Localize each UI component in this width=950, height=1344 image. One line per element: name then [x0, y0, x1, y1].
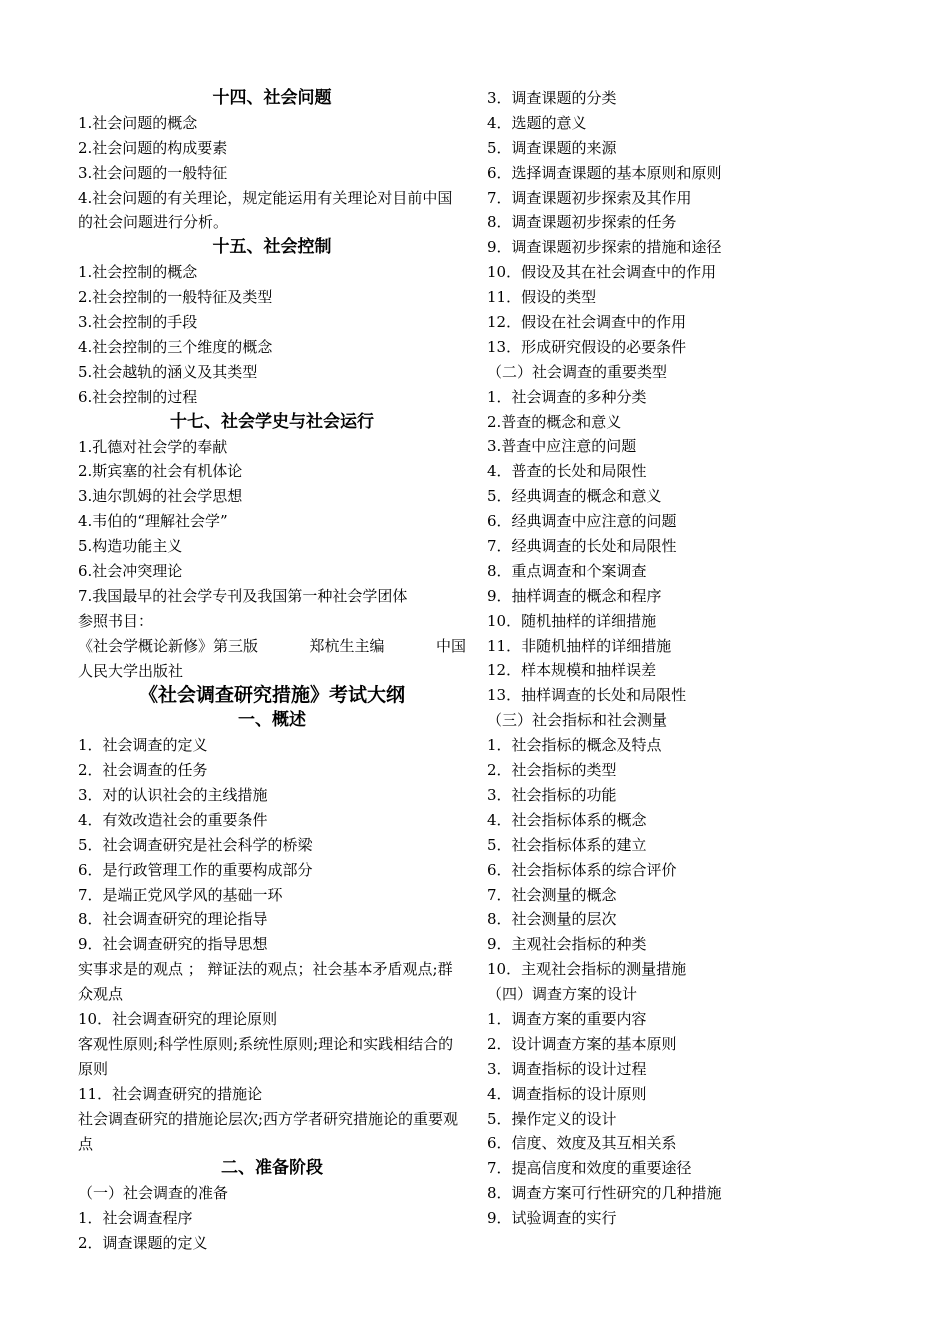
list-item: 3．社会指标的功能 — [487, 785, 617, 804]
list-item: 2．社会调查的任务 — [78, 761, 208, 780]
list-item: 13．抽样调查的长处和局限性 — [487, 686, 687, 705]
subsection-heading: （三）社会指标和社会测量 — [487, 711, 668, 730]
list-item: 6．是行政管理工作的重要构成部分 — [78, 860, 313, 879]
list-item: 10．社会调查研究的理论原则 — [78, 1010, 278, 1029]
list-item: 3.社会控制的手段 — [78, 313, 198, 332]
list-item: 5．操作定义的设计 — [487, 1109, 617, 1128]
list-item: 3.社会问题的一般特征 — [78, 163, 228, 182]
list-item: 4．普查的长处和局限性 — [487, 462, 647, 481]
list-item: 9．主观社会指标的种类 — [487, 935, 647, 954]
list-item: 8．重点调查和个案调查 — [487, 561, 647, 580]
list-item: 7.我国最早的社会学专刊及我国第一种社会学团体 — [78, 586, 408, 605]
list-item: 3.迪尔凯姆的社会学思想 — [78, 487, 243, 506]
item-note: 实事求是的观点 ； 辩证法的观点；社会基本矛盾观点;群众观点 — [78, 960, 453, 1004]
list-item: 2.斯宾塞的社会有机体论 — [78, 462, 243, 481]
list-item: 5．社会指标体系的建立 — [487, 835, 647, 854]
list-item: 8．调查方案可行性研究的几种措施 — [487, 1184, 722, 1203]
list-item: 3．调查指标的设计过程 — [487, 1059, 647, 1078]
list-item: 11．非随机抽样的详细措施 — [487, 636, 672, 655]
list-item: 4.社会控制的三个维度的概念 — [78, 337, 273, 356]
list-item: 5．调查课题的来源 — [487, 138, 617, 157]
list-item: 6．信度、效度及其互相关系 — [487, 1134, 677, 1153]
reference-editor: 郑杭生主编 — [309, 636, 385, 655]
subsection-heading: （四）调查方案的设计 — [487, 985, 638, 1004]
list-item: 4.韦伯的“理解社会学” — [78, 512, 228, 531]
section-heading: 十七、社会学史与社会运行 — [170, 411, 374, 432]
list-item: 2.社会控制的一般特征及类型 — [78, 288, 273, 307]
right-column — [487, 86, 887, 1231]
reference-label: 参照书目： — [78, 611, 154, 630]
list-item: 2.社会问题的构成要素 — [78, 138, 228, 157]
list-item: 12．样本规模和抽样误差 — [487, 661, 657, 680]
list-item: 2．调查课题的定义 — [78, 1234, 208, 1253]
list-item: 6.社会冲突理论 — [78, 561, 183, 580]
list-item: 7．经典调查的长处和局限性 — [487, 537, 677, 556]
list-item: 6.社会控制的过程 — [78, 387, 198, 406]
list-item: 12．假设在社会调查中的作用 — [487, 313, 687, 332]
list-item: 7．是端正党风学风的基础一环 — [78, 885, 283, 904]
list-item: 2．设计调查方案的基本原则 — [487, 1034, 677, 1053]
chapter-heading: 一、概述 — [238, 710, 306, 731]
list-item: 5.构造功能主义 — [78, 537, 183, 556]
list-item: 3．调查课题的分类 — [487, 89, 617, 107]
list-item: 6．选择调查课题的基本原则和原则 — [487, 163, 722, 182]
list-item: 10．假设及其在社会调查中的作用 — [487, 263, 717, 282]
list-item: 11．假设的类型 — [487, 288, 597, 307]
list-item: 8．社会测量的层次 — [487, 910, 617, 929]
item-note: 社会调查研究的措施论层次;西方学者研究措施论的重要观点 — [78, 1109, 459, 1153]
list-item: 4.社会问题的有关理论，规定能运用有关理论对目前中国的社会问题进行分析。 — [78, 188, 453, 232]
chapter-heading: 二、准备阶段 — [221, 1158, 323, 1179]
reference-line — [78, 634, 466, 659]
document-title: 《社会调查研究措施》考试大纲 — [138, 684, 405, 707]
list-item: 4．社会指标体系的概念 — [487, 810, 647, 829]
list-item: 11．社会调查研究的措施论 — [78, 1084, 263, 1103]
list-item: 4．调查指标的设计原则 — [487, 1084, 647, 1103]
list-item: 1．调查方案的重要内容 — [487, 1009, 647, 1028]
left-column — [78, 86, 466, 1256]
list-item: 5．社会调查研究是社会科学的桥梁 — [78, 835, 313, 854]
list-item: 13．形成研究假设的必要条件 — [487, 337, 687, 356]
list-item: 7．调查课题初步探索及其作用 — [487, 188, 692, 207]
reference-book: 《社会学概论新修》第三版 — [78, 636, 259, 655]
list-item: 5.社会越轨的涵义及其类型 — [78, 362, 258, 381]
list-item: 6．社会指标体系的综合评价 — [487, 860, 677, 879]
list-item: 1.孔德对社会学的奉献 — [78, 437, 228, 456]
list-item: 3.普查中应注意的问题 — [487, 437, 637, 456]
list-item: 10．主观社会指标的测量措施 — [487, 960, 687, 979]
list-item: 1．社会指标的概念及特点 — [487, 736, 662, 755]
list-item: 1．社会调查程序 — [78, 1209, 193, 1228]
list-item: 10．随机抽样的详细措施 — [487, 611, 657, 630]
section-heading: 十五、社会控制 — [212, 237, 332, 258]
item-note: 客观性原则;科学性原则;系统性原则;理论和实践相结合的原则 — [78, 1034, 454, 1078]
list-item: 5．经典调查的概念和意义 — [487, 487, 662, 506]
list-item: 7．社会测量的概念 — [487, 885, 617, 904]
list-item: 9．调查课题初步探索的措施和途径 — [487, 238, 722, 257]
list-item: 8．调查课题初步探索的任务 — [487, 213, 677, 232]
list-item: 1．社会调查的定义 — [78, 736, 208, 755]
list-item: 7．提高信度和效度的重要途径 — [487, 1159, 692, 1178]
list-item: 9．社会调查研究的指导思想 — [78, 935, 268, 954]
list-item: 9．抽样调查的概念和程序 — [487, 586, 662, 605]
list-item: 6．经典调查中应注意的问题 — [487, 512, 677, 531]
list-item: 8．社会调查研究的理论指导 — [78, 910, 268, 929]
list-item: 1.社会控制的概念 — [78, 263, 198, 282]
list-item: 2.普查的概念和意义 — [487, 412, 622, 431]
reference-publisher: 中国 — [435, 636, 466, 655]
list-item: 9．试验调查的实行 — [487, 1209, 617, 1228]
list-item: 4．有效改造社会的重要条件 — [78, 810, 268, 829]
list-item: 1.社会问题的概念 — [78, 113, 198, 132]
list-item: 2．社会指标的类型 — [487, 761, 617, 780]
list-item: 3．对的认识社会的主线措施 — [78, 785, 268, 804]
subsection-heading: （一）社会调查的准备 — [78, 1184, 229, 1203]
list-item: 4．选题的意义 — [487, 113, 587, 132]
subsection-heading: （二）社会调查的重要类型 — [487, 362, 668, 381]
reference-publisher-cont: 人民大学出版社 — [78, 661, 184, 680]
section-heading: 十四、社会问题 — [212, 88, 332, 108]
list-item: 1．社会调查的多种分类 — [487, 387, 647, 406]
